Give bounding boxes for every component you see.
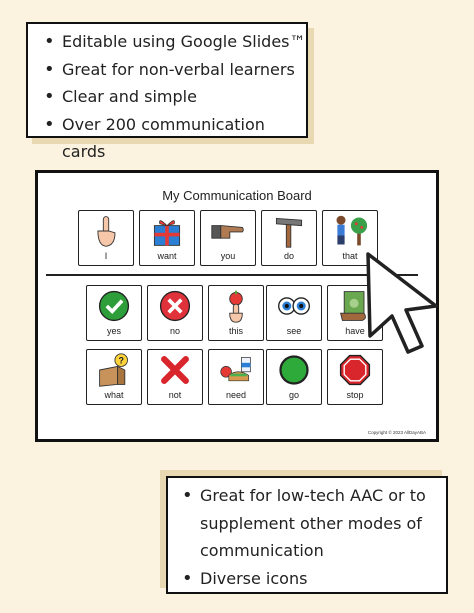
svg-text:?: ? <box>118 355 124 366</box>
feature-bullet: • Diverse icons <box>180 565 446 593</box>
card-label: do <box>283 251 294 261</box>
card-label: you <box>220 251 236 261</box>
card-label: this <box>228 326 243 336</box>
card-yes <box>86 285 142 341</box>
card-see <box>266 285 322 341</box>
pointing-hand-icon <box>87 213 125 249</box>
card-you <box>200 210 256 266</box>
card-label: go <box>288 390 299 400</box>
food-icon <box>217 352 255 388</box>
card-label: see <box>286 326 302 336</box>
boy-pointing-tree-icon <box>331 213 369 249</box>
card-what <box>86 349 142 405</box>
apple-point-icon <box>217 288 255 324</box>
card-label: yes <box>106 326 121 336</box>
card-no <box>147 285 203 341</box>
card-this <box>208 285 264 341</box>
card-go <box>266 349 322 405</box>
bottom-feature-box <box>166 476 448 594</box>
card-label: not <box>168 390 182 400</box>
eyes-icon <box>275 288 313 324</box>
copyright-text: Copyright © 2023 AllDayABA <box>367 430 426 435</box>
box-question-icon <box>95 352 133 388</box>
green-circle-icon <box>275 352 313 388</box>
card-need <box>208 349 264 405</box>
card-do <box>261 210 317 266</box>
card-label: want <box>157 251 177 261</box>
card-label: stop <box>346 390 364 400</box>
card-i <box>78 210 134 266</box>
point-right-icon <box>209 213 247 249</box>
card-label: what <box>104 390 124 400</box>
mouse-pointer-icon <box>362 250 442 362</box>
feature-bullet: • Great for non-verbal learners <box>42 56 306 84</box>
feature-bullet: • Great for low-tech AAC or to supplement other modes of communication <box>180 482 446 565</box>
card-label: need <box>225 390 247 400</box>
feature-bullet: • Editable using Google Slides™ <box>42 28 306 56</box>
cancel-icon <box>156 288 194 324</box>
card-want <box>139 210 195 266</box>
card-label: that <box>342 251 358 261</box>
card-label: I <box>104 251 108 261</box>
board-title: My Communication Board <box>162 188 312 203</box>
gift-icon <box>148 213 186 249</box>
feature-bullet: • Over 200 communication cards <box>42 111 306 166</box>
red-x-icon <box>156 352 194 388</box>
hammer-icon <box>270 213 308 249</box>
feature-bullet: • Clear and simple <box>42 83 306 111</box>
check-icon <box>95 288 133 324</box>
card-label: no <box>169 326 180 336</box>
card-not <box>147 349 203 405</box>
card-label: have <box>345 326 365 336</box>
top-feature-box <box>26 22 308 161</box>
